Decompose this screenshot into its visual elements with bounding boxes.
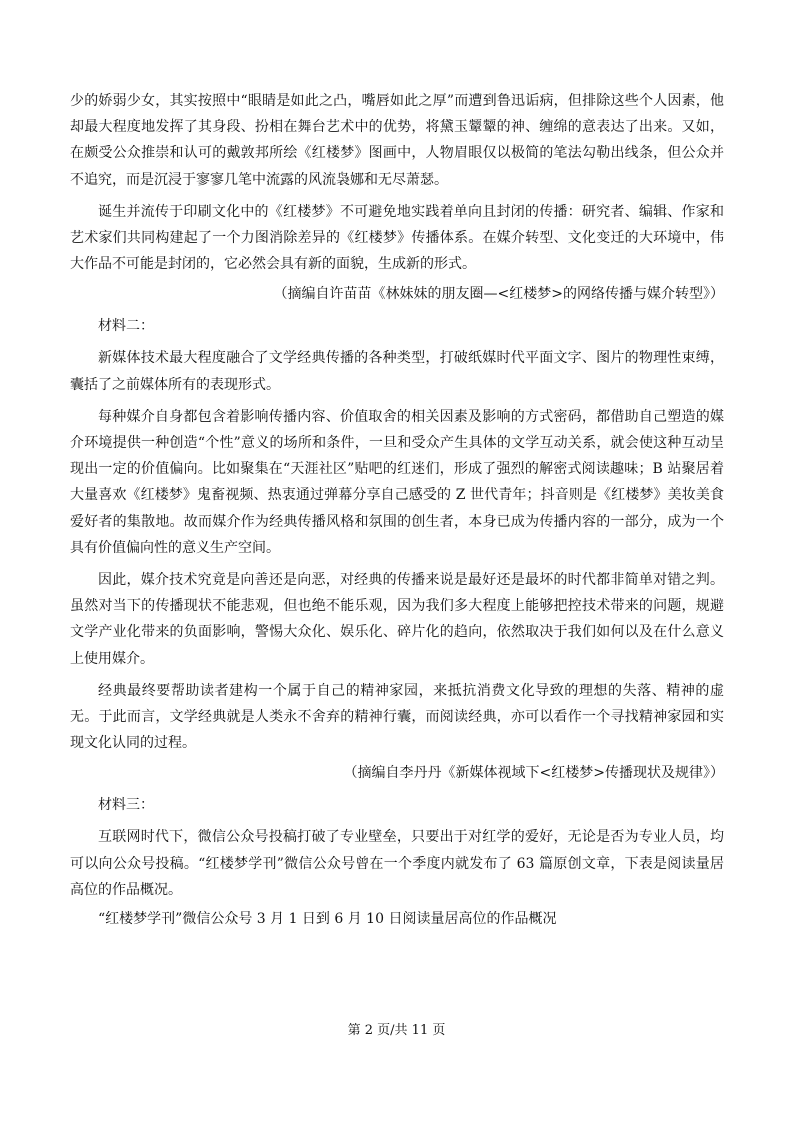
material3-label: 材料三： [98,797,154,814]
material1-paragraph-2: 诞生并流传于印刷文化中的《红楼梦》不可避免地实践着单向且封闭的传播：研究者、编辑、作家和艺术家们共同构建起了一个力图消除差异的《红楼梦》传播体系。在媒介转型、文化变迁的大环境中，伟大作品不可能是封闭的，它必然会具有新的面貌，生成新的形式。 [70,203,724,273]
material2-paragraph-3: 因此，媒介技术究竟是向善还是向恶，对经典的传播来说是最好还是最坏的时代都非简单对错之判。虽然对当下的传播现状不能悲观，但也绝不能乐观，因为我们多大程度上能够把控技术带来的问题，规避文学产业化带来的负面影响，警惕大众化、娱乐化、碎片化的趋向，依然取决于我们如何以及在什么意义上使用媒介。 [70,572,724,667]
material2-citation: （摘编自李丹丹《新媒体视域下<红楼梦>传播现状及规律》） [343,765,724,782]
table-caption: “红楼梦学刊”微信公众号 3 月 1 日到 6 月 10 日阅读量居高位的作品概况 [98,911,557,928]
material2-paragraph-4: 经典最终要帮助读者建构一个属于自己的精神家园，来抵抗消费文化导致的理想的失落、精神的虚无。于此而言，文学经典就是人类永不舍弃的精神行囊，而阅读经典，亦可以看作一个寻找精神家园和实现文化认同的过程。 [70,682,724,752]
material2-paragraph-1: 新媒体技术最大程度融合了文学经典传播的各种类型，打破纸媒时代平面文字、图片的物理性束缚，囊括了之前媒体所有的表现形式。 [70,350,724,393]
page-footer: 第 2 页/共 11 页 [347,1023,446,1038]
material3-paragraph-1: 互联网时代下，微信公众号投稿打破了专业壁垒，只要出于对红学的爱好，无论是否为专业人员，均可以向公众号投稿。“红楼梦学刊”微信公众号曾在一个季度内就发布了 63 篇原创文章，下表是阅读量居高位的作品概况。 [70,829,724,898]
material2-paragraph-2: 每种媒介自身都包含着影响传播内容、价值取舍的相关因素及影响的方式密码，都借助自己塑造的媒介环境提供一种创造“个性”意义的场所和条件，一旦和受众产生具体的文学互动关系，就会使这种互动呈现出一定的价值偏向。比如聚集在“天涯社区”贴吧的红迷们，形成了强烈的解密式阅读趣味；B 站聚居着大量喜欢《红楼梦》鬼畜视频、热衷通过弹幕分享自己感受的 Z 世代青年；抖音则是《红楼梦》美妆美食爱好者的集散地。故而媒介作为经典传播风格和氛围的创生者，本身已成为传播内容的一部分，成为一个具有价值偏向性的意义生产空间。 [70,408,724,556]
document-body [70,88,724,931]
material1-citation: （摘编自许苗苗《林妹妹的朋友圈—<红楼梦>的网络传播与媒介转型》） [273,286,724,303]
material1-paragraph-1: 少的娇弱少女，其实按照中“眼睛是如此之凸，嘴唇如此之厚”而遭到鲁迅诟病，但排除这些个人因素，他却最大程度地发挥了其身段、扮相在舞台艺术中的优势，将黛玉颦颦的神、缠绵的意表达了出来。又如，在颇受公众推崇和认可的戴敦邦所绘《红楼梦》图画中，人物眉眼仅以极简的笔法勾勒出线条，但公众并不追究，而是沉浸于寥寥几笔中流露的风流袅娜和无尽萧瑟。 [70,93,724,188]
material2-label: 材料二： [98,318,154,335]
